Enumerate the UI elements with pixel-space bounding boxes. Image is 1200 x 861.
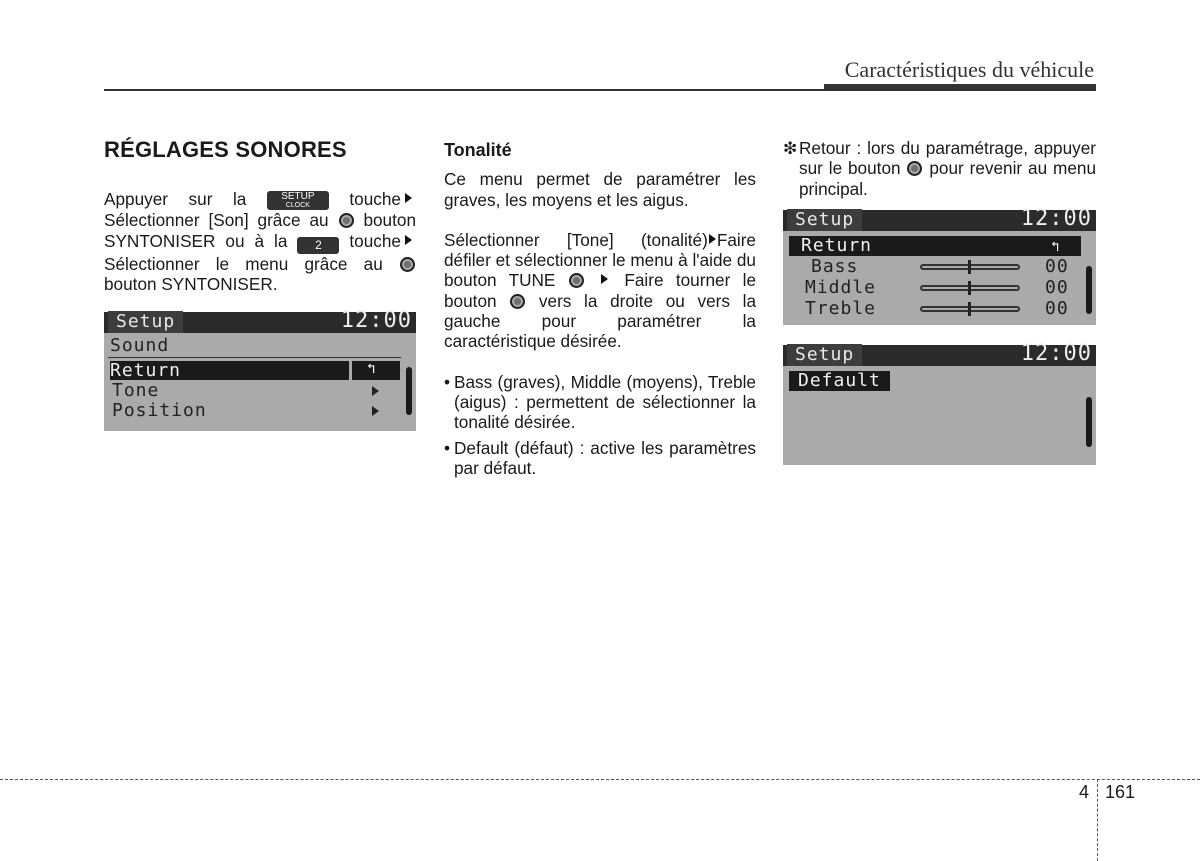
lcd-clock: 12:00 (1020, 341, 1092, 366)
note (783, 138, 1096, 199)
slider-thumb[interactable] (968, 260, 971, 274)
lcd-item-tone[interactable]: Tone (112, 380, 160, 401)
text-fragment: bouton SYNTONISER. (104, 273, 278, 294)
slider-thumb[interactable] (968, 281, 971, 295)
treble-value: 00 (1045, 298, 1069, 319)
lcd-item-return[interactable] (789, 236, 1081, 256)
tune-knob-icon (569, 273, 584, 288)
tune-knob-icon (400, 257, 415, 272)
text-fragment: touche (349, 230, 401, 251)
text-fragment: Faire défiler et sélectionner le menu à l'aide du bouton TUNE (444, 229, 756, 291)
lcd-scrollbar[interactable] (1086, 397, 1092, 447)
column-3 (783, 138, 1096, 199)
section-title: RÉGLAGES SONORES (104, 137, 347, 162)
bass-value: 00 (1045, 256, 1069, 277)
text-fragment: touche (349, 189, 401, 210)
lcd-clock: 12:00 (340, 308, 412, 333)
lcd-heading: Sound (110, 335, 170, 356)
tune-knob-icon (510, 294, 525, 309)
lcd-item-return[interactable]: Return (110, 361, 349, 380)
arrow-right-icon (405, 193, 412, 203)
text-fragment: Faire tourner le bouton (444, 270, 756, 311)
lcd-sound-menu (104, 308, 416, 431)
tune-knob-icon (907, 161, 922, 176)
page-number: 161 (1105, 782, 1136, 802)
text-fragment: Sélectionner [Tone] (tonalité) (444, 229, 708, 250)
text-fragment: vers la droite ou vers la gauche pour paramétrer la caractéristique désirée. (444, 290, 757, 352)
back-icon: ↰ (367, 361, 376, 377)
lcd-title: Setup (787, 344, 862, 366)
chapter-number: 4 (1079, 782, 1090, 802)
lcd-default-menu (783, 341, 1096, 465)
column-2 (444, 138, 756, 483)
instruction-paragraph (444, 230, 756, 352)
back-icon: ↰ (1051, 239, 1061, 255)
header-rule (104, 89, 1096, 91)
note-mark: ❇ (783, 138, 798, 158)
arrow-right-icon (601, 274, 608, 284)
lcd-tone-menu (783, 206, 1096, 325)
lcd-item-treble[interactable]: Treble (805, 298, 877, 319)
footer-divider (1097, 779, 1098, 861)
tune-knob-icon (339, 213, 354, 228)
text-fragment: SYNTONISER ou à la (104, 230, 288, 251)
running-header: Caractéristiques du véhicule (844, 57, 1094, 82)
chevron-right-icon (372, 386, 379, 396)
lcd-item-middle[interactable]: Middle (805, 277, 877, 298)
lcd-title: Setup (108, 311, 183, 333)
list-item-text: Bass (graves), Middle (moyens), Treble (aigus) : permettent de sélectionner la tonalité désirée. (454, 371, 756, 433)
lcd-back-button[interactable] (352, 361, 400, 380)
setup-key-icon (267, 191, 329, 210)
footer-rule (0, 779, 1200, 780)
lcd-item-bass[interactable]: Bass (811, 256, 859, 277)
lcd-item-position[interactable]: Position (112, 400, 207, 421)
slider-thumb[interactable] (968, 302, 971, 316)
intro-paragraph: Ce menu permet de paramétrer les graves, les moyens et les aigus. (444, 169, 756, 210)
lcd-title: Setup (787, 209, 862, 231)
lcd-scrollbar[interactable] (1086, 266, 1092, 314)
lcd-item-label: Return (801, 235, 873, 256)
lcd-scrollbar[interactable] (406, 367, 412, 415)
arrow-right-icon (709, 234, 716, 244)
preset-2-key-icon: 2 (297, 237, 339, 254)
instruction-paragraph (104, 189, 416, 294)
list-item-text: Default (défaut) : active les paramètres par défaut. (454, 437, 756, 478)
arrow-right-icon (405, 235, 412, 245)
note-text (799, 138, 1096, 199)
lcd-divider (108, 357, 401, 358)
setup-key-label: SETUP (281, 191, 315, 203)
lcd-item-default[interactable]: Default (789, 371, 890, 391)
list-item: • Bass (graves), Middle (moyens), Treble (aigus) : permettent de sélectionner la tonalité désirée. (444, 371, 756, 433)
lcd-clock: 12:00 (1020, 206, 1092, 231)
middle-value: 00 (1045, 277, 1069, 298)
text-fragment: pour revenir au menu principal. (799, 158, 1096, 199)
text-fragment: Sélectionner [Son] grâce au (104, 210, 329, 231)
text-fragment: Appuyer sur la (104, 189, 247, 210)
text-fragment: bouton (363, 210, 417, 231)
list-item: • Default (défaut) : active les paramètres par défaut. (444, 437, 756, 478)
chevron-right-icon (372, 406, 379, 416)
subsection-title: Tonalité (444, 140, 512, 160)
text-fragment: Sélectionner le menu grâce au (104, 253, 383, 274)
text-fragment: Retour : lors du paramétrage, appuyer sur le bouton (799, 138, 1096, 179)
column-1 (104, 138, 416, 294)
setup-key-sublabel: CLOCK (285, 202, 310, 210)
